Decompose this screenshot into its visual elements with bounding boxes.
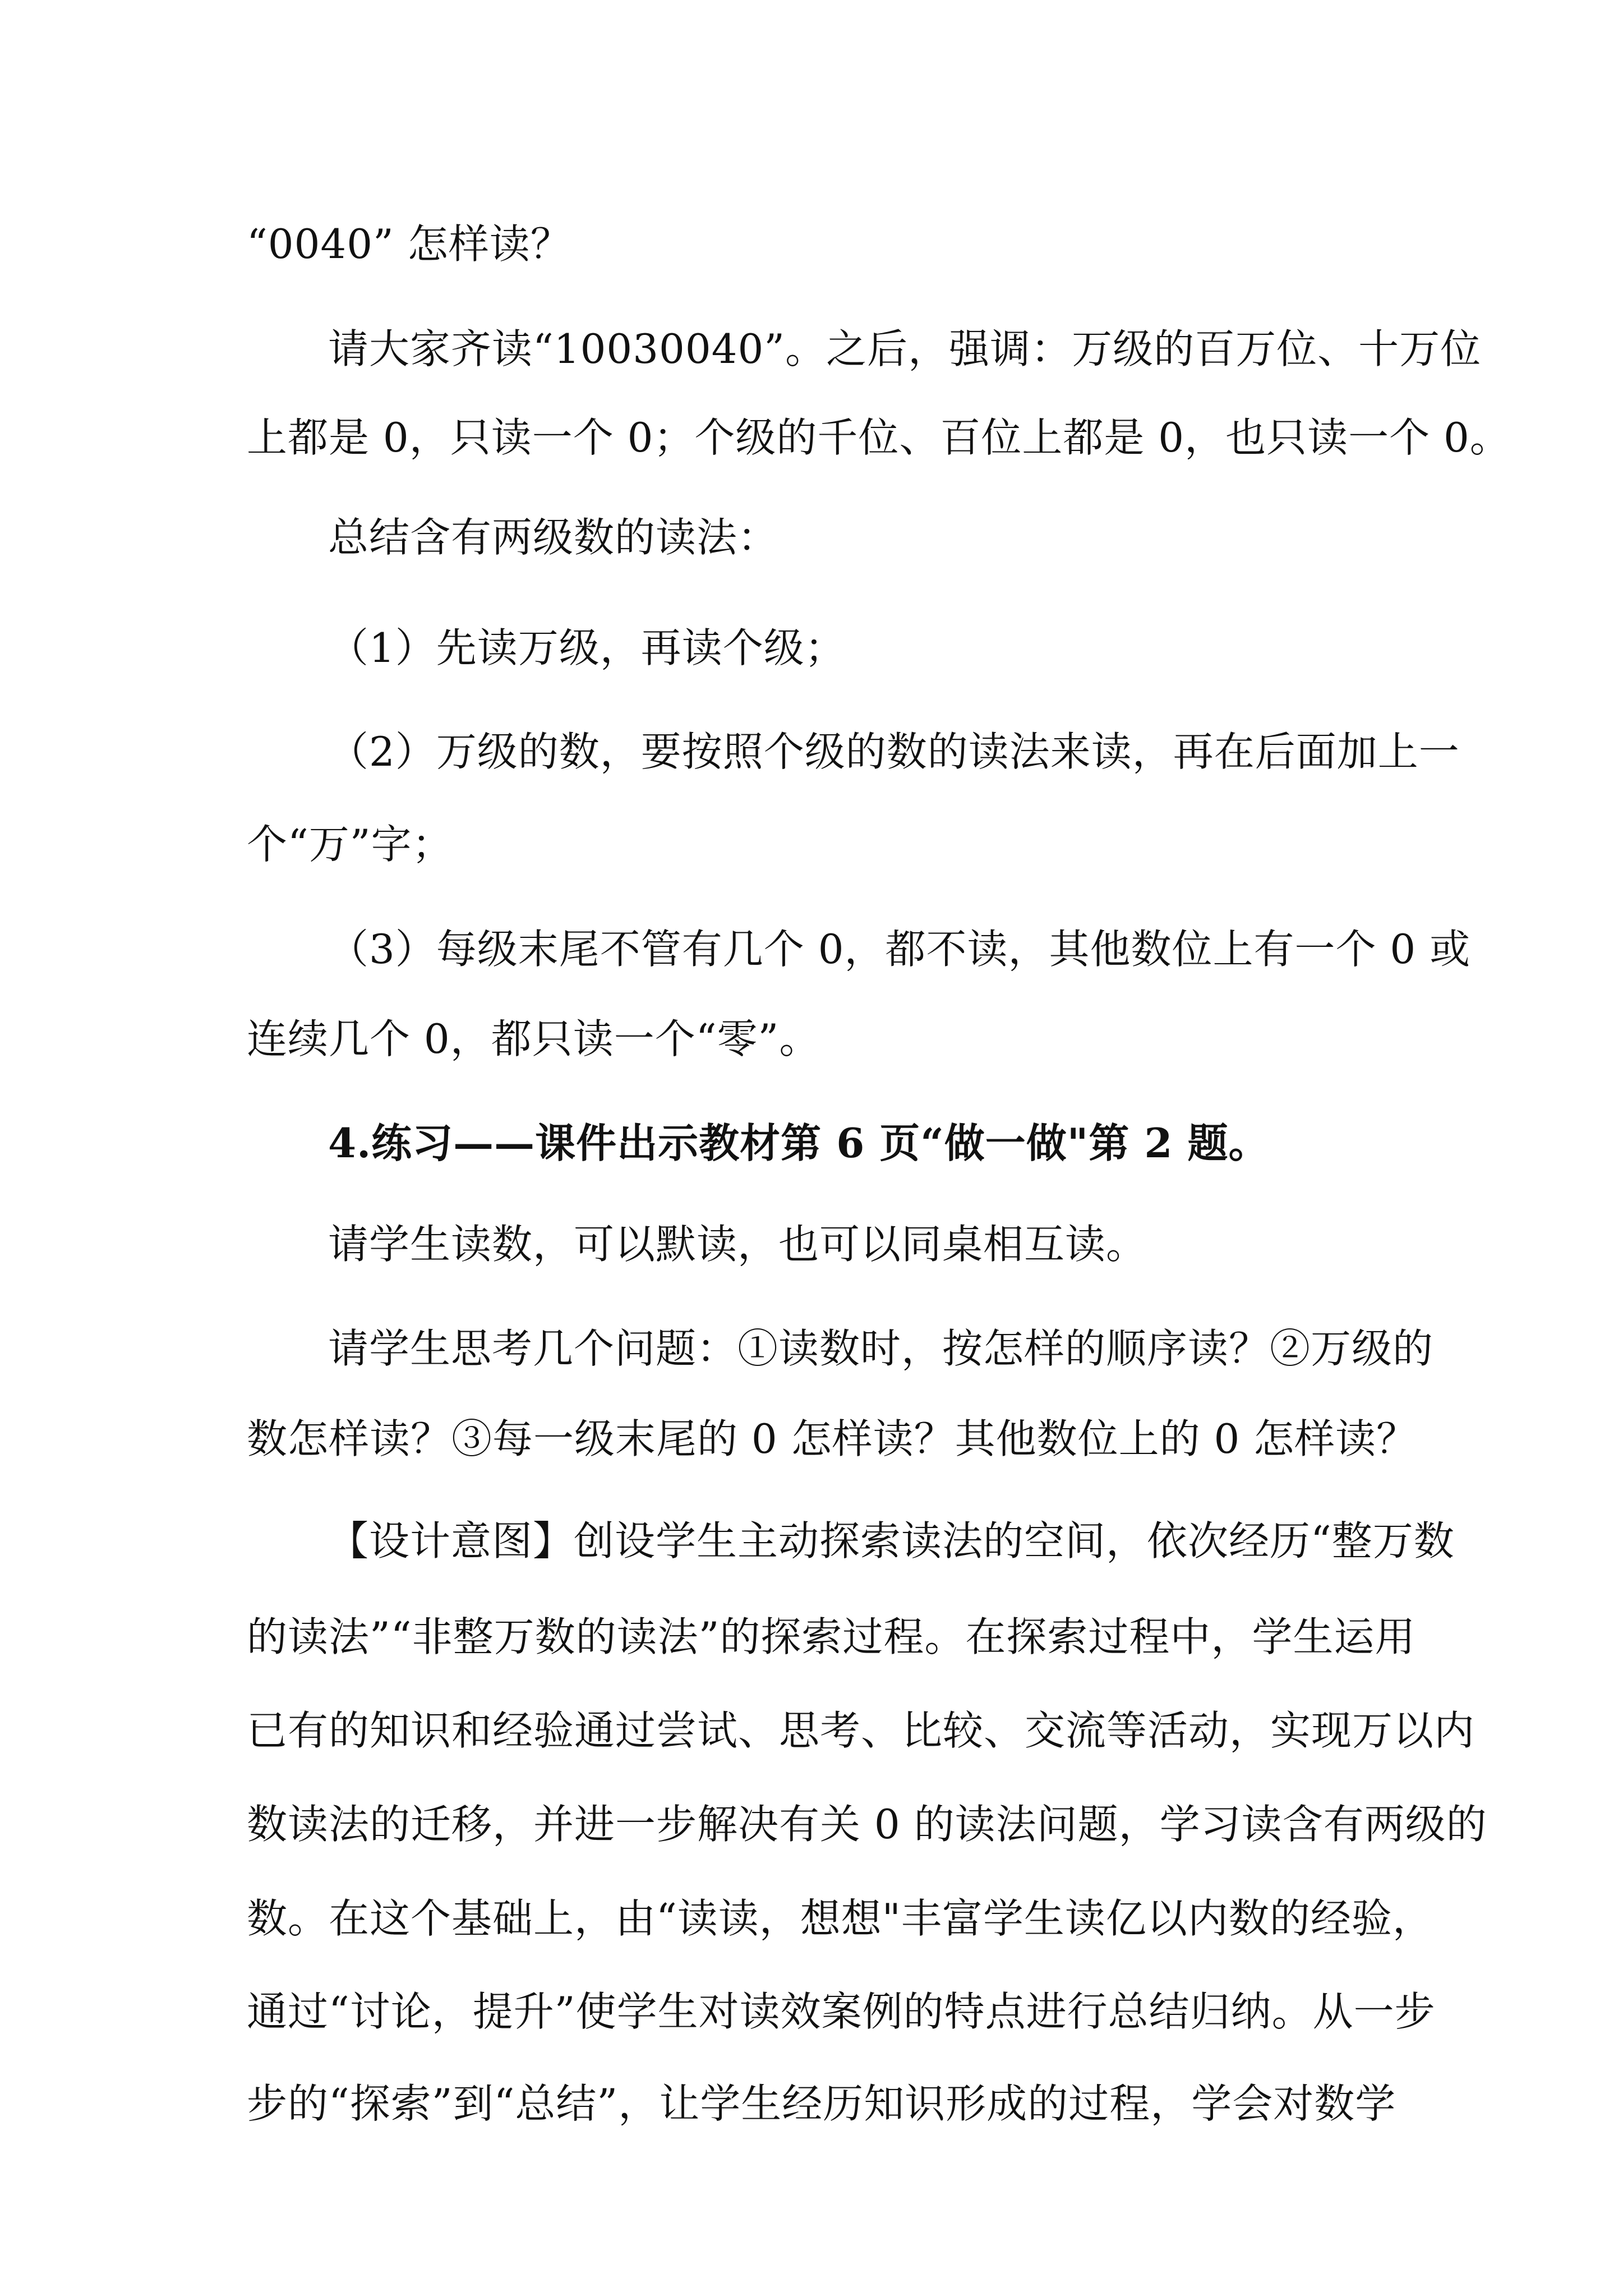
text-line: 上都是 0，只读一个 0；个级的千位、百位上都是 0，也只读一个 0。 <box>247 414 1511 461</box>
text-line: 个“万”字； <box>247 821 453 868</box>
text-line: 数。在这个基础上，由“读读，想想"丰富学生读亿以内数的经验， <box>247 1895 1433 1942</box>
text-line: 【设计意图】创设学生主动探索读法的空间，依次经历“整万数 <box>328 1517 1455 1565</box>
text-line: （1）先读万级，再读个级； <box>328 624 846 671</box>
text-line: 连续几个 0，都只读一个“零”。 <box>247 1015 820 1062</box>
text-line: 请大家齐读“10030040”。之后，强调：万级的百万位、十万位 <box>328 325 1482 372</box>
text-line: 请学生思考几个问题：①读数时，按怎样的顺序读？②万级的 <box>328 1325 1434 1372</box>
text-line: 数读法的迁移，并进一步解决有关 0 的读法问题，学习读含有两级的 <box>247 1801 1487 1848</box>
text-line: “0040” 怎样读？ <box>247 220 571 268</box>
text-line: （3）每级末尾不管有几个 0，都不读，其他数位上有一个 0 或 <box>328 926 1471 973</box>
text-line: 通过“讨论，提升”使学生对读效案例的特点进行总结归纳。从一步 <box>247 1988 1436 2035</box>
text-line: 步的“探索”到“总结”，让学生经历知识形成的过程，学会对数学 <box>247 2080 1396 2127</box>
text-line: 数怎样读？③每一级末尾的 0 怎样读？其他数位上的 0 怎样读？ <box>247 1415 1418 1462</box>
text-line: 的读法”“非整万数的读法”的探索过程。在探索过程中，学生运用 <box>247 1613 1416 1660</box>
section-heading: 4.练习——课件出示教材第 6 页“做一做"第 2 题。 <box>328 1119 1270 1167</box>
text-line: 总结含有两级数的读法： <box>328 514 779 561</box>
text-line: 请学生读数，可以默读，也可以同桌相互读。 <box>328 1221 1147 1268</box>
text-line: 已有的知识和经验通过尝试、思考、比较、交流等活动，实现万以内 <box>247 1707 1476 1754</box>
text-line: （2）万级的数，要按照个级的数的读法来读，再在后面加上一 <box>328 728 1460 775</box>
